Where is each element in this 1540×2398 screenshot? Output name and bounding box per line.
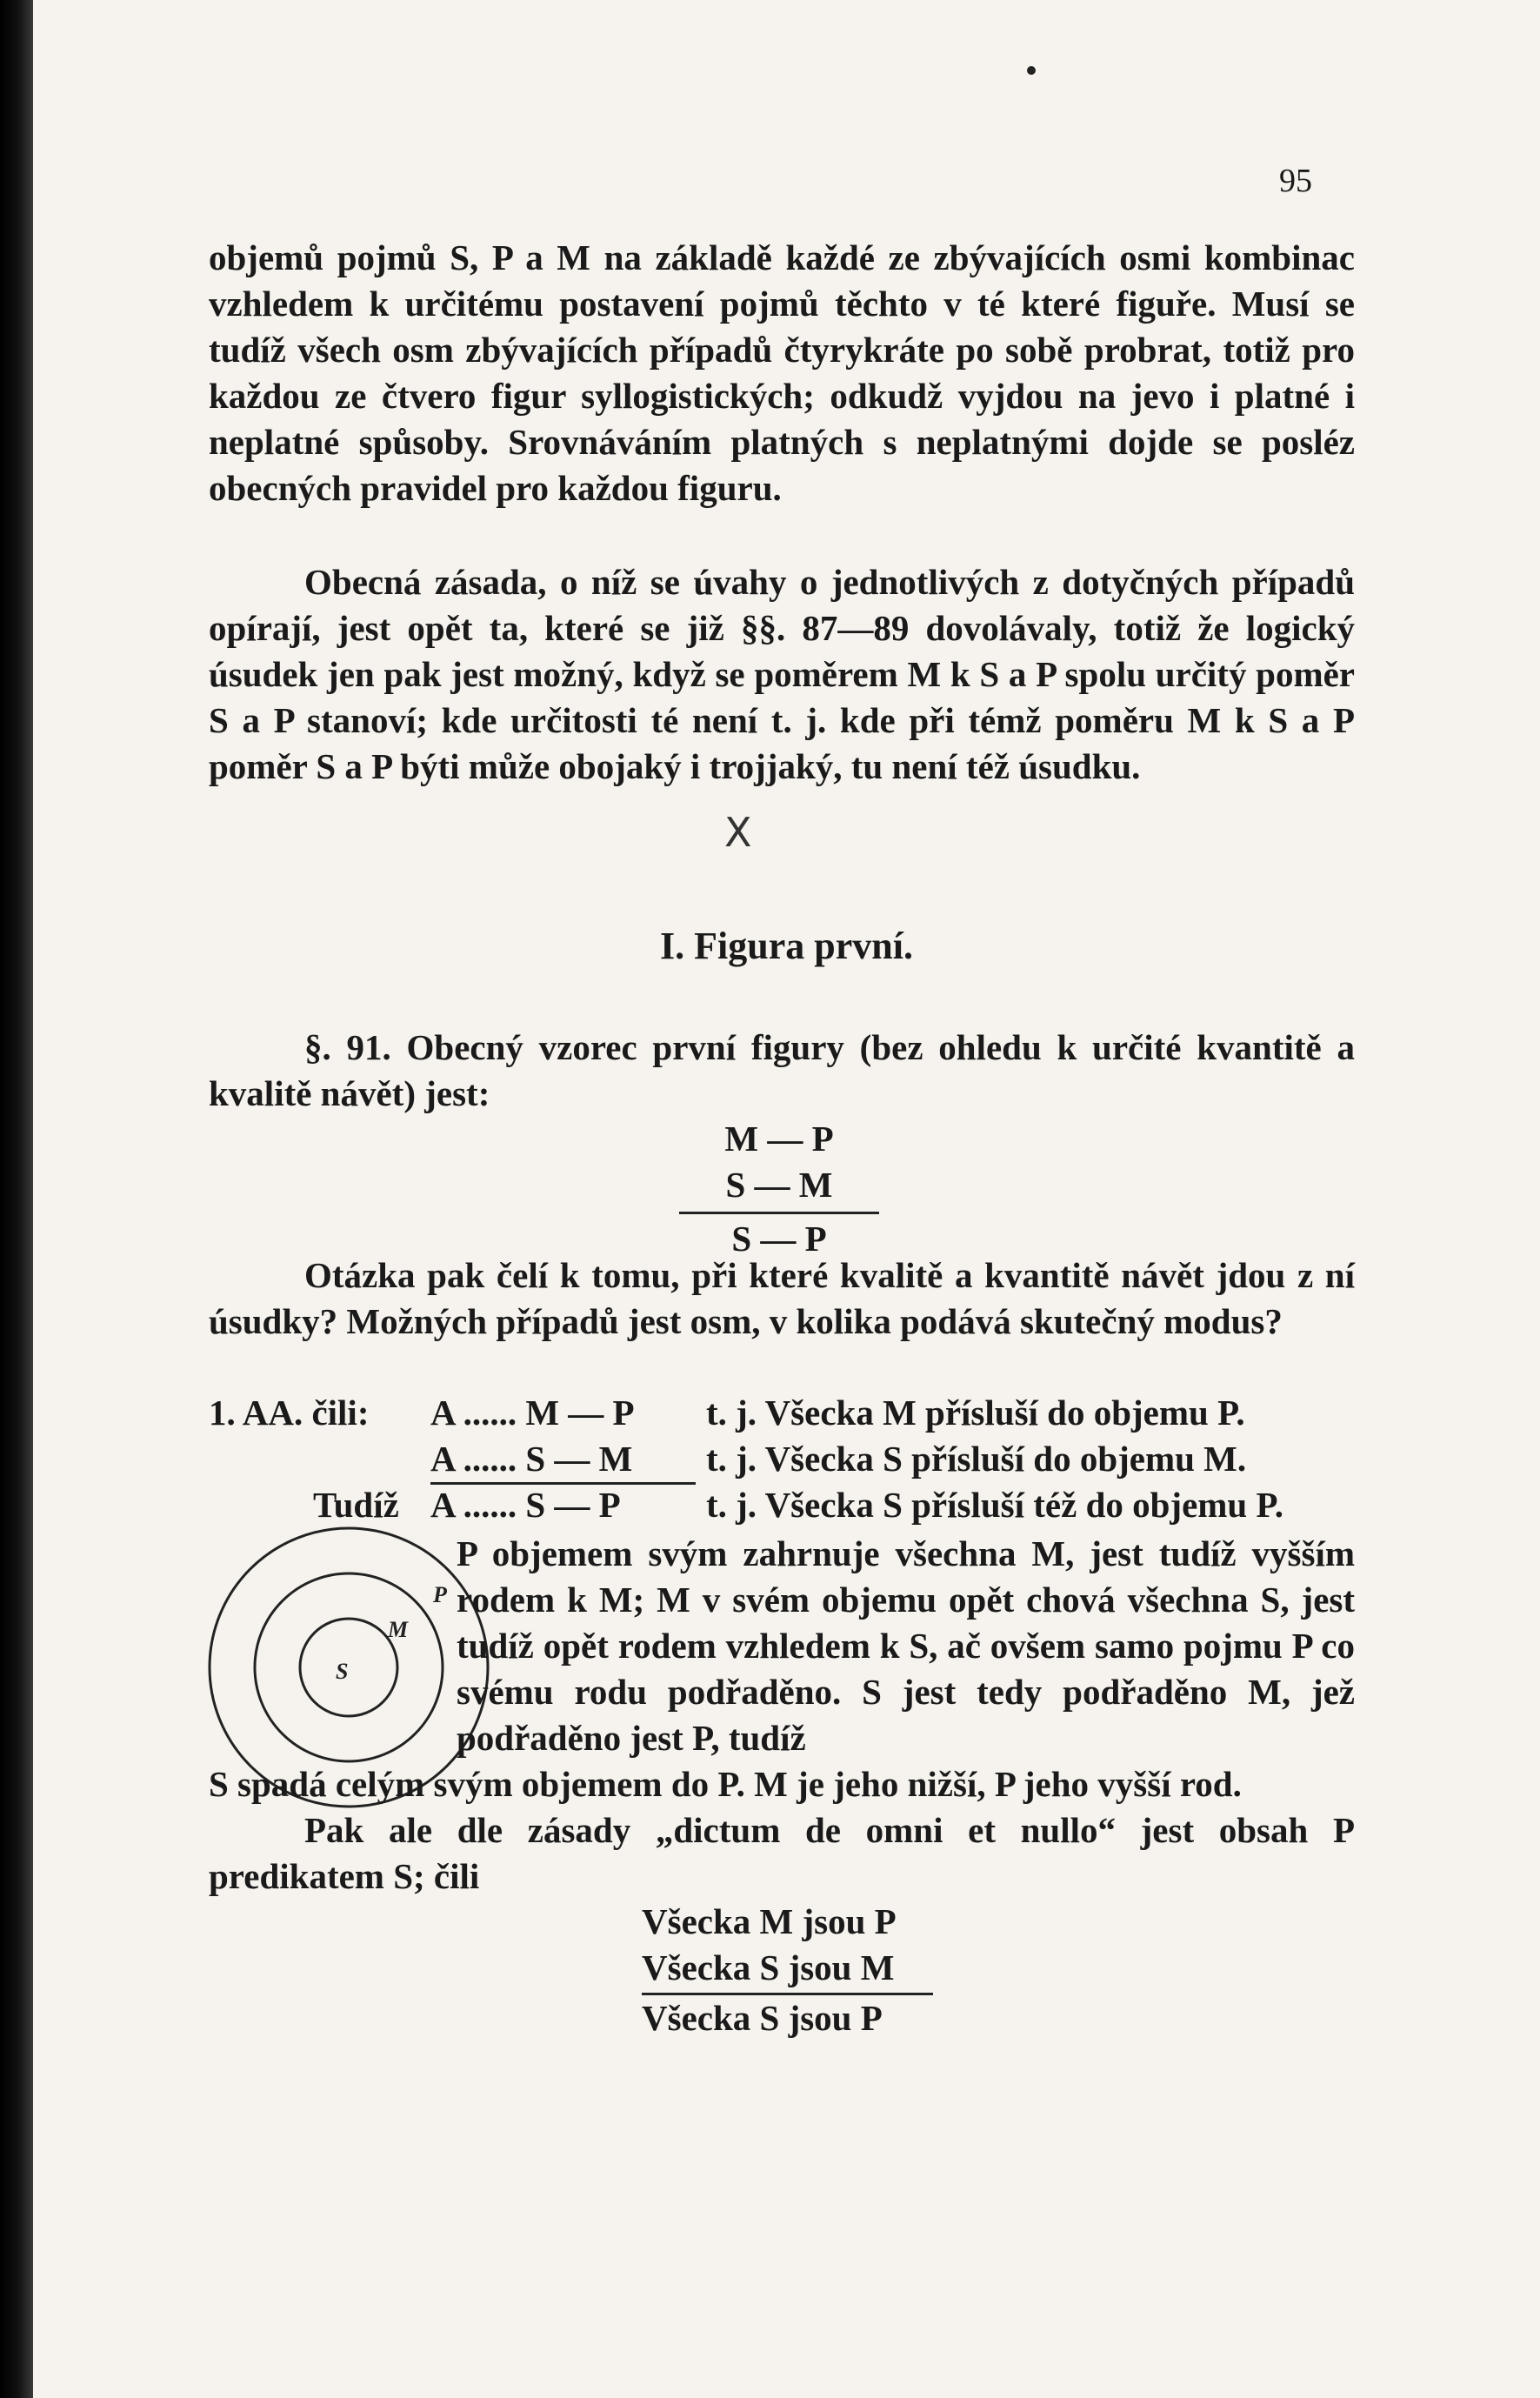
- label-s: S: [336, 1659, 349, 1684]
- label-p: P: [433, 1582, 447, 1607]
- syllogism-major-formula: A ...... M — P: [430, 1393, 635, 1433]
- formula-minor: S — M: [725, 1165, 833, 1205]
- syllogism-therefore: Tudíž: [313, 1485, 399, 1525]
- book-page: [33, 0, 1540, 2398]
- formula-conclusion: S — P: [731, 1219, 827, 1259]
- formula-major: M — P: [724, 1119, 834, 1159]
- paragraph-question: Otázka pak čelí k tomu, při které kvalitě a kvantitě návět jdou z ní úsudky? Možných případů jest osm, v kolika podává skutečný modus?: [209, 1255, 1355, 1341]
- paragraph-general-principle: Obecná zásada, o níž se úvahy o jednotlivých z dotyčných případů opírají, jest opět ta, které se již §§. 87—89 dovolávaly, totiž že logický úsudek jen pak jest možný, když se poměrem M k S a P spolu určitý poměr S a P stanoví; kde určitosti té není t. j. kde při témž poměru M k S a P poměr S a P býti může obojaký i trojjaký, tu není též úsudku.: [209, 562, 1355, 786]
- verbal-syllogism: [642, 1899, 937, 2041]
- circle-m: [255, 1573, 443, 1761]
- page-edge: [0, 0, 33, 2398]
- verbal-major: Všecka M jsou P: [642, 1901, 897, 1941]
- general-formula: [675, 1116, 883, 1262]
- syllogism-minor-gloss: t. j. Všecka S přísluší do objemu M.: [706, 1439, 1247, 1479]
- handwritten-mark: X: [724, 809, 752, 856]
- verbal-minor: Všecka S jsou M: [642, 1947, 895, 1987]
- syllogism-label: 1. AA. čili:: [209, 1393, 370, 1433]
- paragraph-section-91: §. 91. Obecný vzorec první figury (bez ohledu k určité kvantitě a kvalitě návět) jest:: [209, 1027, 1355, 1113]
- paragraph-lower-higher: [209, 1761, 1355, 1900]
- syllogism-conclusion-formula: A ...... S — P: [430, 1485, 621, 1525]
- label-m: M: [388, 1617, 409, 1642]
- sentence-genus: S spadá celým svým objemem do P. M je jeho nižší, P jeho vyšší rod.: [209, 1764, 1242, 1804]
- circle-s: [300, 1619, 397, 1716]
- ink-dot: [1027, 66, 1036, 75]
- syllogism-minor-formula: A ...... S — M: [430, 1439, 633, 1479]
- paragraph-combinations: objemů pojmů S, P a M na základě každé ze zbývajících osmi kombinac vzhledem k určitému postavení pojmů těchto v té které figuře. Musí se tudíž všech osm zbývajících případů čtyrykráte po sobě probrat, totiž pro každou ze čtvero figur syllogistických; odkudž vyjdou na jevo i platné i neplatné spůsoby. Srovnáváním platných s neplatnými dojde se posléz obecných pravidel pro každou figuru.: [209, 237, 1355, 508]
- verbal-conclusion: Všecka S jsou P: [642, 1998, 883, 2038]
- sentence-dictum: Pak ale dle zásady „dictum de omni et nullo“ jest obsah P predikatem S; čili: [209, 1810, 1355, 1896]
- page-number: 95: [1279, 163, 1312, 199]
- syllogism-conclusion-gloss: t. j. Všecka S přísluší též do objemu P.: [706, 1485, 1284, 1525]
- section-heading: I. Figura první.: [660, 925, 913, 967]
- paragraph-diagram-explanation: P objemem svým zahrnuje všechna M, jest tudíž vyšším rodem k M; M v svém objemu opět chová všechna S, jest tudíž opět rodem vzhledem k S, ač ovšem samo pojmu P co svému rodu podřaděno. S jest tedy podřaděno M, jež podřaděno jest P, tudíž: [457, 1533, 1355, 1758]
- formula-rule: [679, 1212, 879, 1214]
- syllogism-major-gloss: t. j. Všecka M přísluší do objemu P.: [706, 1393, 1245, 1433]
